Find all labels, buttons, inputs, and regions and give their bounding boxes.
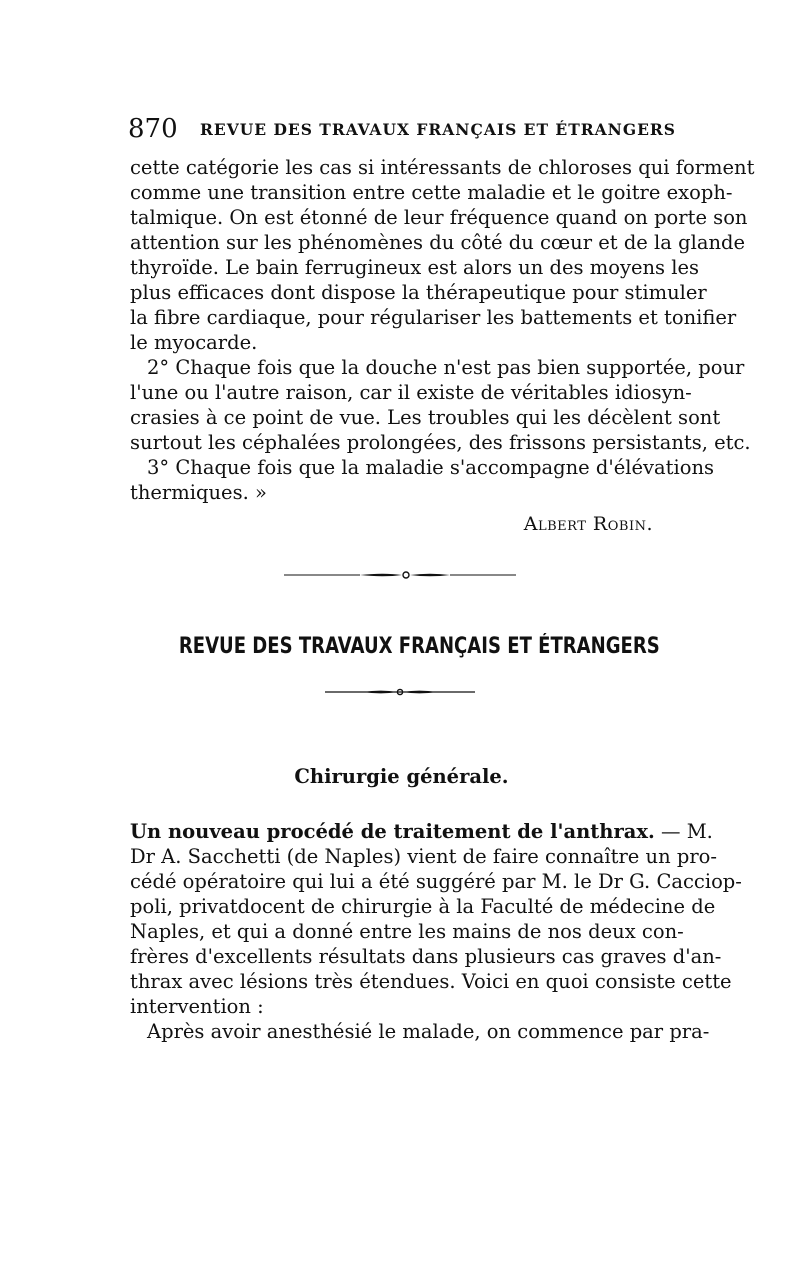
article-heading: Un nouveau procédé de traitement de l'anthrax. [130,820,655,843]
article-heading-line [130,819,713,844]
text-line: le myocarde. [130,331,258,354]
text-line: l'une ou l'autre raison, car il existe de véritables idiosyn- [130,381,692,404]
text-line: plus efficaces dont dispose la thérapeutique pour stimuler [130,281,707,304]
text-line: intervention : [130,995,264,1018]
text-line: thyroïde. Le bain ferrugineux est alors un des moyens les [130,256,700,279]
ornamental-rule [284,571,516,579]
page-number: 870 [128,114,178,144]
section-title: REVUE DES TRAVAUX FRANÇAIS ET ÉTRANGERS [178,634,660,659]
text-line: frères d'excellents résultats dans plusieurs cas graves d'an- [130,945,722,968]
text-line: poli, privatdocent de chirurgie à la Faculté de médecine de [130,895,716,918]
text-line: cette catégorie les cas si intéressants de chloroses qui forment [130,156,755,179]
text-line: Naples, et qui a donné entre les mains de nos deux con- [130,920,684,943]
subsection-title: Chirurgie générale. [294,765,509,788]
signature: Albert Robin. [523,513,653,535]
text-line: thrax avec lésions très étendues. Voici en quoi consiste cette [130,970,732,993]
text-line: 2° Chaque fois que la douche n'est pas bien supportée, pour [147,356,745,379]
ornamental-rule [325,688,475,696]
continuation-text [130,155,755,505]
text-line: comme une transition entre cette maladie et le goitre exoph- [130,181,733,204]
running-title: REVUE DES TRAVAUX FRANÇAIS ET ÉTRANGERS [200,120,676,139]
article-heading-tail: — M. [654,820,713,843]
text-line: Après avoir anesthésié le malade, on commence par pra- [147,1020,710,1043]
text-line: 3° Chaque fois que la maladie s'accompagne d'élévations [147,456,715,479]
text-line: thermiques. » [130,481,267,504]
text-line: la fibre cardiaque, pour régulariser les battements et tonifier [130,306,737,329]
text-line: surtout les céphalées prolongées, des frissons persistants, etc. [130,431,751,454]
text-line: attention sur les phénomènes du côté du cœur et de la glande [130,231,746,254]
text-line: talmique. On est étonné de leur fréquence quand on porte son [130,206,748,229]
article-text [130,819,742,1044]
running-head [116,114,676,144]
text-line: cédé opératoire qui lui a été suggéré par M. le Dr G. Cacciop- [130,870,742,893]
text-line: Dr A. Sacchetti (de Naples) vient de faire connaître un pro- [130,845,717,868]
text-line: crasies à ce point de vue. Les troubles qui les décèlent sont [130,406,721,429]
